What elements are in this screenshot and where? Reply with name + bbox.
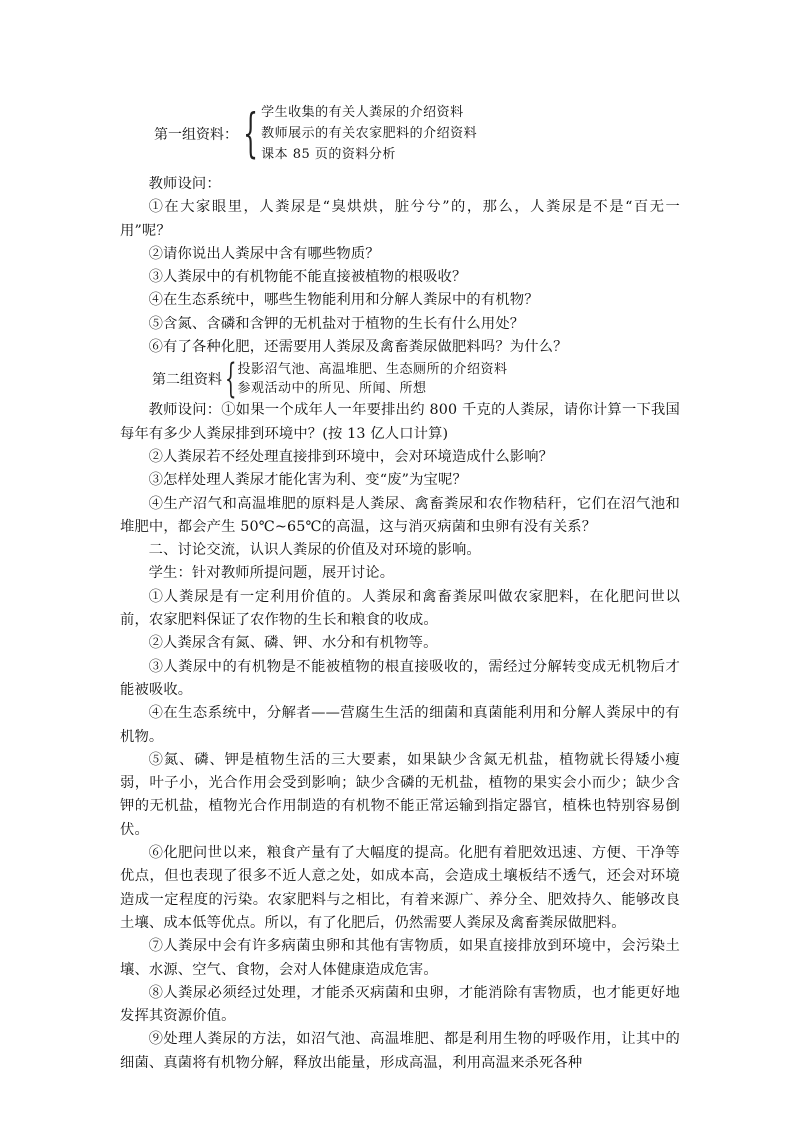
group2-items xyxy=(237,360,507,398)
answer-item: ②人粪尿含有氮、磷、钾、水分和有机物等。 xyxy=(148,635,438,652)
question-item: ④生产沼气和高温堆肥的原料是人粪尿、禽畜粪尿和农作物秸秆，它们在沼气池和堆肥中，都会产生 50℃~65℃的高温，这与消灭病菌和虫卵有没有关系？ xyxy=(120,495,680,535)
section-heading: 二、讨论交流，认识人粪尿的价值及对环境的影响。 xyxy=(148,542,481,559)
group1-brace: { xyxy=(243,103,258,164)
group1-item: 教师展示的有关农家肥料的介绍资料 xyxy=(261,126,478,141)
group2-item: 参观活动中的所见、所闻、所想 xyxy=(237,381,427,397)
teacher-question-title: 教师设问： xyxy=(148,176,221,192)
group1-block xyxy=(154,102,680,165)
question-item: ④在生态系统中，哪些生物能利用和分解人粪尿中的有机物？ xyxy=(148,292,539,309)
group1-items xyxy=(261,102,477,165)
question-item: ①在大家眼里，人粪尿是“臭烘烘，脏兮兮”的，那么，人粪尿是不是“百无一用”呢？ xyxy=(120,199,680,239)
answer-item: ⑧人粪尿必须经过处理，才能杀灭病菌和虫卵，才能消除有害物质，也才能更好地发挥其资源价值。 xyxy=(120,984,680,1025)
question-item: ③人粪尿中的有机物能不能直接被植物的根吸收？ xyxy=(148,269,467,286)
answer-item: ⑦人粪尿中会有许多病菌虫卵和其他有害物质，如果直接排放到环境中，会污染土壤、水源、空气、食物，会对人体健康造成危害。 xyxy=(120,938,680,978)
question-item: ②人粪尿若不经处理直接排到环境中，会对环境造成什么影响？ xyxy=(148,448,554,465)
question-item: ⑤含氮、含磷和含钾的无机盐对于植物的生长有什么用处？ xyxy=(148,315,525,332)
question-item: 教师设问：①如果一个成年人一年要排出约 800 千克的人粪尿，请你计算一下我国每年有多少人粪尿排到环境中？(按 13 亿人口计算) xyxy=(120,402,680,442)
document-page xyxy=(120,100,680,1075)
group1-label: 第一组资料： xyxy=(154,126,238,143)
group2-block xyxy=(152,356,680,403)
question-item: ⑥有了各种化肥，还需要用人粪尿及禽畜粪尿做肥料吗？为什么？ xyxy=(148,339,568,356)
group2-item: 投影沼气池、高温堆肥、生态厕所的介绍资料 xyxy=(237,362,508,378)
answer-item: ①人粪尿是有一定利用价值的。人粪尿和禽畜粪尿叫做农家肥料，在化肥问世以前，农家肥料保证了农作物的生长和粮食的收成。 xyxy=(120,588,680,629)
group2-brace: { xyxy=(224,356,237,403)
answer-item: ⑨处理人粪尿的方法，如沼气池、高温堆肥、都是利用生物的呼吸作用，让其中的细菌、真菌将有机物分解，释放出能量，形成高温，利用高温来杀死各种 xyxy=(120,1031,680,1071)
group2-label: 第二组资料 xyxy=(152,372,222,389)
student-intro: 学生：针对教师所提问题，展开讨论。 xyxy=(148,565,395,582)
question-item: ②请你说出人粪尿中含有哪些物质？ xyxy=(148,245,380,262)
group1-item: 学生收集的有关人粪尿的介绍资料 xyxy=(261,105,464,120)
answer-item: ④在生态系统中，分解者——营腐生生活的细菌和真菌能利用和分解人粪尿中的有机物。 xyxy=(120,705,680,745)
answer-item: ③人粪尿中的有机物是不能被植物的根直接吸收的，需经过分解转变成无机物后才能被吸收。 xyxy=(120,658,680,698)
question-item: ③怎样处理人粪尿才能化害为利、变“废”为宝呢？ xyxy=(148,472,467,489)
group1-item: 课本 85 页的资料分析 xyxy=(261,147,396,162)
answer-item: ⑥化肥问世以来，粮食产量有了大幅度的提高。化肥有着肥效迅速、方便、干净等优点，但也表现了很多不近人意之处，如成本高，会造成土壤板结不透气，还会对环境造成一定程度的污染。农家肥料与之相比，有着来源广、养分全、肥效持久、能够改良土壤、成本低等优点。所以，有了化肥后，仍然需要人粪尿及禽畜粪尿做肥料。 xyxy=(120,845,680,931)
answer-item: ⑤氮、磷、钾是植物生活的三大要素，如果缺少含氮无机盐，植物就长得矮小瘦弱，叶子小，光合作用会受到影响；缺少含磷的无机盐，植物的果实会小而少；缺少含钾的无机盐，植物光合作用制造的有机物不能正常运输到指定器官，植株也特别容易倒伏。 xyxy=(120,751,680,838)
